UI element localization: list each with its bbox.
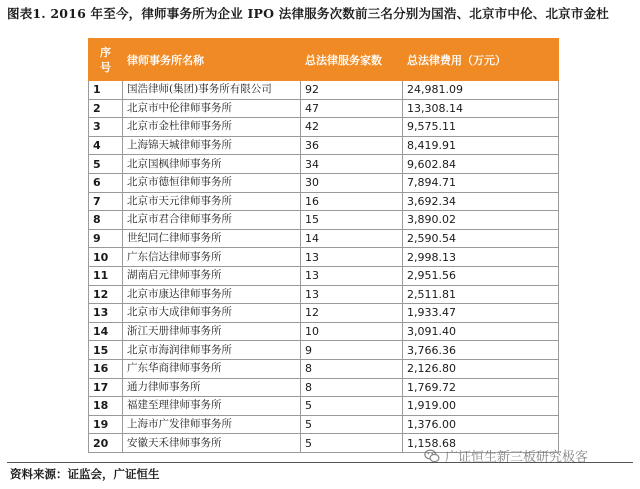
table-row xyxy=(89,397,559,416)
table-body xyxy=(89,81,559,453)
count-cell: 42 xyxy=(301,118,403,137)
fee-cell: 3,091.40 xyxy=(403,322,559,341)
fee-cell: 24,981.09 xyxy=(403,81,559,100)
rank-cell: 8 xyxy=(89,211,123,230)
table-row xyxy=(89,359,559,378)
firm-cell: 北京市海润律师事务所 xyxy=(123,341,301,360)
count-cell: 13 xyxy=(301,248,403,267)
count-cell: 9 xyxy=(301,341,403,360)
table-row xyxy=(89,211,559,230)
header-rank xyxy=(89,39,123,81)
table-row xyxy=(89,304,559,323)
table-row xyxy=(89,285,559,304)
rank-cell: 6 xyxy=(89,173,123,192)
table-row xyxy=(89,99,559,118)
count-cell: 92 xyxy=(301,81,403,100)
table-row xyxy=(89,155,559,174)
fee-cell: 8,419.91 xyxy=(403,136,559,155)
law-firm-table xyxy=(88,38,559,453)
rank-cell: 12 xyxy=(89,285,123,304)
rank-cell: 2 xyxy=(89,99,123,118)
count-cell: 5 xyxy=(301,397,403,416)
rank-cell: 15 xyxy=(89,341,123,360)
count-cell: 16 xyxy=(301,192,403,211)
firm-cell: 湖南启元律师事务所 xyxy=(123,266,301,285)
fee-cell: 2,511.81 xyxy=(403,285,559,304)
header-firm: 律师事务所名称 xyxy=(123,39,301,81)
firm-cell: 福建至理律师事务所 xyxy=(123,397,301,416)
firm-cell: 北京国枫律师事务所 xyxy=(123,155,301,174)
firm-cell: 北京市中伦律师事务所 xyxy=(123,99,301,118)
rank-cell: 1 xyxy=(89,81,123,100)
rank-cell: 18 xyxy=(89,397,123,416)
fee-cell: 9,575.11 xyxy=(403,118,559,137)
table-row xyxy=(89,248,559,267)
count-cell: 47 xyxy=(301,99,403,118)
firm-cell: 上海市广发律师事务所 xyxy=(123,415,301,434)
table-row xyxy=(89,192,559,211)
source-note: 资料来源：证监会，广证恒生 xyxy=(10,467,160,481)
count-cell: 14 xyxy=(301,229,403,248)
firm-cell: 浙江天册律师事务所 xyxy=(123,322,301,341)
rank-cell: 16 xyxy=(89,359,123,378)
watermark-text: 广证恒生新三板研究极客 xyxy=(445,450,589,465)
fee-cell: 2,126.80 xyxy=(403,359,559,378)
fee-cell: 2,590.54 xyxy=(403,229,559,248)
header-count: 总法律服务家数 xyxy=(301,39,403,81)
fee-cell: 2,998.13 xyxy=(403,248,559,267)
count-cell: 8 xyxy=(301,359,403,378)
rank-cell: 10 xyxy=(89,248,123,267)
firm-cell: 国浩律师(集团)事务所有限公司 xyxy=(123,81,301,100)
fee-cell: 13,308.14 xyxy=(403,99,559,118)
rank-cell: 5 xyxy=(89,155,123,174)
rank-cell: 9 xyxy=(89,229,123,248)
fee-cell: 3,766.36 xyxy=(403,341,559,360)
table-row xyxy=(89,378,559,397)
table-row xyxy=(89,266,559,285)
table-row xyxy=(89,322,559,341)
table-row xyxy=(89,415,559,434)
count-cell: 12 xyxy=(301,304,403,323)
count-cell: 36 xyxy=(301,136,403,155)
watermark xyxy=(424,446,588,465)
header-rank-label: 序号 xyxy=(100,45,111,74)
rank-cell: 20 xyxy=(89,434,123,453)
firm-cell: 广东华商律师事务所 xyxy=(123,359,301,378)
count-cell: 13 xyxy=(301,285,403,304)
firm-cell: 上海锦天城律师事务所 xyxy=(123,136,301,155)
firm-cell: 北京市天元律师事务所 xyxy=(123,192,301,211)
firm-cell: 北京市君合律师事务所 xyxy=(123,211,301,230)
firm-cell: 北京市德恒律师事务所 xyxy=(123,173,301,192)
fee-cell: 7,894.71 xyxy=(403,173,559,192)
firm-cell: 北京市康达律师事务所 xyxy=(123,285,301,304)
fee-cell: 1,919.00 xyxy=(403,397,559,416)
table-header-row xyxy=(89,39,559,81)
rank-cell: 14 xyxy=(89,322,123,341)
count-cell: 10 xyxy=(301,322,403,341)
count-cell: 13 xyxy=(301,266,403,285)
figure-caption: 图表1. 2016 年至今，律师事务所为企业 IPO 法律服务次数前三名分别为国浩、北京市中伦、北京市金杜 xyxy=(7,6,609,21)
wechat-icon xyxy=(424,448,440,464)
firm-cell: 世纪同仁律师事务所 xyxy=(123,229,301,248)
count-cell: 5 xyxy=(301,434,403,453)
fee-cell: 1,376.00 xyxy=(403,415,559,434)
table-row xyxy=(89,136,559,155)
firm-cell: 安徽天禾律师事务所 xyxy=(123,434,301,453)
fee-cell: 1,769.72 xyxy=(403,378,559,397)
count-cell: 30 xyxy=(301,173,403,192)
fee-cell: 1,158.68 xyxy=(403,434,559,453)
table-row xyxy=(89,341,559,360)
table-row xyxy=(89,81,559,100)
header-fee: 总法律费用（万元） xyxy=(403,39,559,81)
rank-cell: 4 xyxy=(89,136,123,155)
rank-cell: 3 xyxy=(89,118,123,137)
rank-cell: 11 xyxy=(89,266,123,285)
fee-cell: 1,933.47 xyxy=(403,304,559,323)
rank-cell: 17 xyxy=(89,378,123,397)
firm-cell: 北京市金杜律师事务所 xyxy=(123,118,301,137)
count-cell: 8 xyxy=(301,378,403,397)
firm-cell: 北京市大成律师事务所 xyxy=(123,304,301,323)
table-row xyxy=(89,118,559,137)
table-row xyxy=(89,229,559,248)
fee-cell: 2,951.56 xyxy=(403,266,559,285)
table-row xyxy=(89,173,559,192)
count-cell: 5 xyxy=(301,415,403,434)
fee-cell: 3,890.02 xyxy=(403,211,559,230)
fee-cell: 3,692.34 xyxy=(403,192,559,211)
firm-cell: 广东信达律师事务所 xyxy=(123,248,301,267)
firm-cell: 通力律师事务所 xyxy=(123,378,301,397)
rank-cell: 13 xyxy=(89,304,123,323)
fee-cell: 9,602.84 xyxy=(403,155,559,174)
count-cell: 34 xyxy=(301,155,403,174)
rank-cell: 19 xyxy=(89,415,123,434)
rank-cell: 7 xyxy=(89,192,123,211)
count-cell: 15 xyxy=(301,211,403,230)
